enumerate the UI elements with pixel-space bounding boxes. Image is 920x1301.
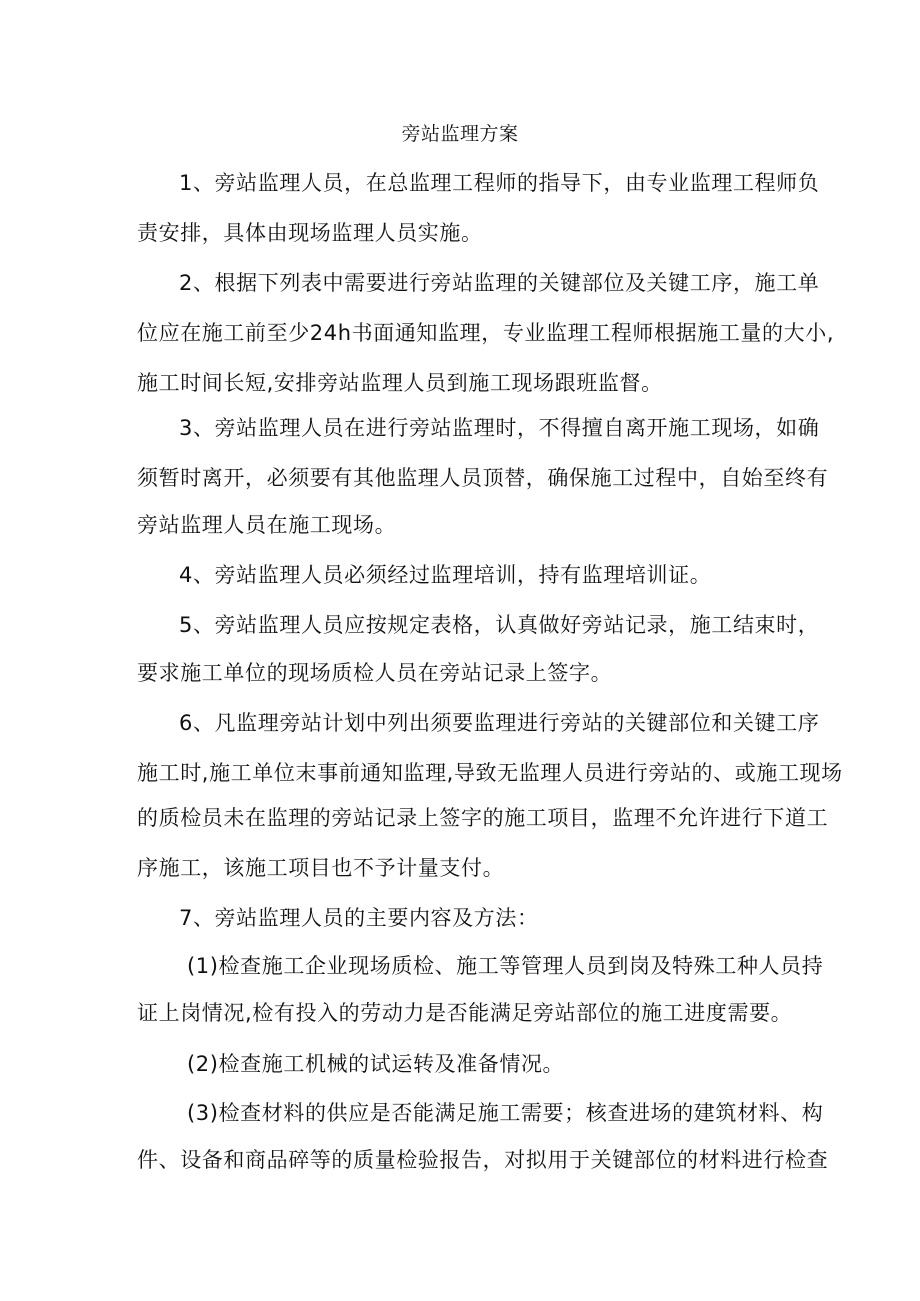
paragraph-2-line-1: 2、根据下列表中需要进行旁站监理的关键部位及关键工序，施工单 bbox=[179, 271, 820, 295]
paragraph-1-line-2: 责安排，具体由现场监理人员实施。 bbox=[137, 221, 483, 245]
paragraph-5-line-1: 5、旁站监理人员应按规定表格，认真做好旁站记录，施工结束时， bbox=[179, 613, 820, 637]
item-3-line-1: (3)检查材料的供应是否能满足施工需要；核查进场的建筑材料、构 bbox=[187, 1101, 824, 1125]
paragraph-6-line-3: 的质检员未在监理的旁站记录上签字的施工项目，监理不允许进行下道工 bbox=[137, 806, 829, 830]
paragraph-3-line-2: 须暂时离开，必须要有其他监理人员顶替，确保施工过程中，自始至终有 bbox=[137, 466, 829, 490]
paragraph-6-line-4: 序施工，该施工项目也不予计量支付。 bbox=[137, 856, 505, 880]
paragraph-2-line-2: 位应在施工前至少24h书面通知监理，专业监理工程师根据施工量的大小, bbox=[137, 321, 835, 345]
paragraph-6-line-1: 6、凡监理旁站计划中列出须要监理进行旁站的关键部位和关键工序 bbox=[179, 711, 820, 735]
paragraph-6-line-2: 施工时,施工单位末事前通知监理,导致无监理人员进行旁站的、或施工现场 bbox=[137, 761, 843, 785]
item-3-line-2: 件、设备和商品碎等的质量检验报告，对拟用于关键部位的材料进行检查 bbox=[137, 1148, 829, 1172]
paragraph-2-line-3: 施工时间长短,安排旁站监理人员到施工现场跟班监督。 bbox=[137, 371, 663, 395]
document-title: 旁站监理方案 bbox=[401, 123, 519, 145]
item-2-line-1: (2)检查施工机械的试运转及准备情况。 bbox=[187, 1052, 565, 1076]
paragraph-1-line-1: 1、旁站监理人员，在总监理工程师的指导下，由专业监理工程师负 bbox=[179, 171, 820, 195]
paragraph-5-line-2: 要求施工单位的现场质检人员在旁站记录上签字。 bbox=[137, 661, 613, 685]
paragraph-3-line-3: 旁站监理人员在施工现场。 bbox=[137, 513, 397, 537]
paragraph-4-line-1: 4、旁站监理人员必须经过监理培训，持有监理培训证。 bbox=[179, 563, 712, 587]
paragraph-3-line-1: 3、旁站监理人员在进行旁站监理时，不得擅自离开施工现场，如确 bbox=[179, 416, 820, 440]
paragraph-7-line-1: 7、旁站监理人员的主要内容及方法： bbox=[179, 906, 539, 930]
item-1-line-1: (1)检查施工企业现场质检、施工等管理人员到岗及特殊工种人员持 bbox=[187, 954, 824, 978]
item-1-line-2: 证上岗情况,检有投入的劳动力是否能满足旁站部位的施工进度需要。 bbox=[137, 1001, 793, 1025]
